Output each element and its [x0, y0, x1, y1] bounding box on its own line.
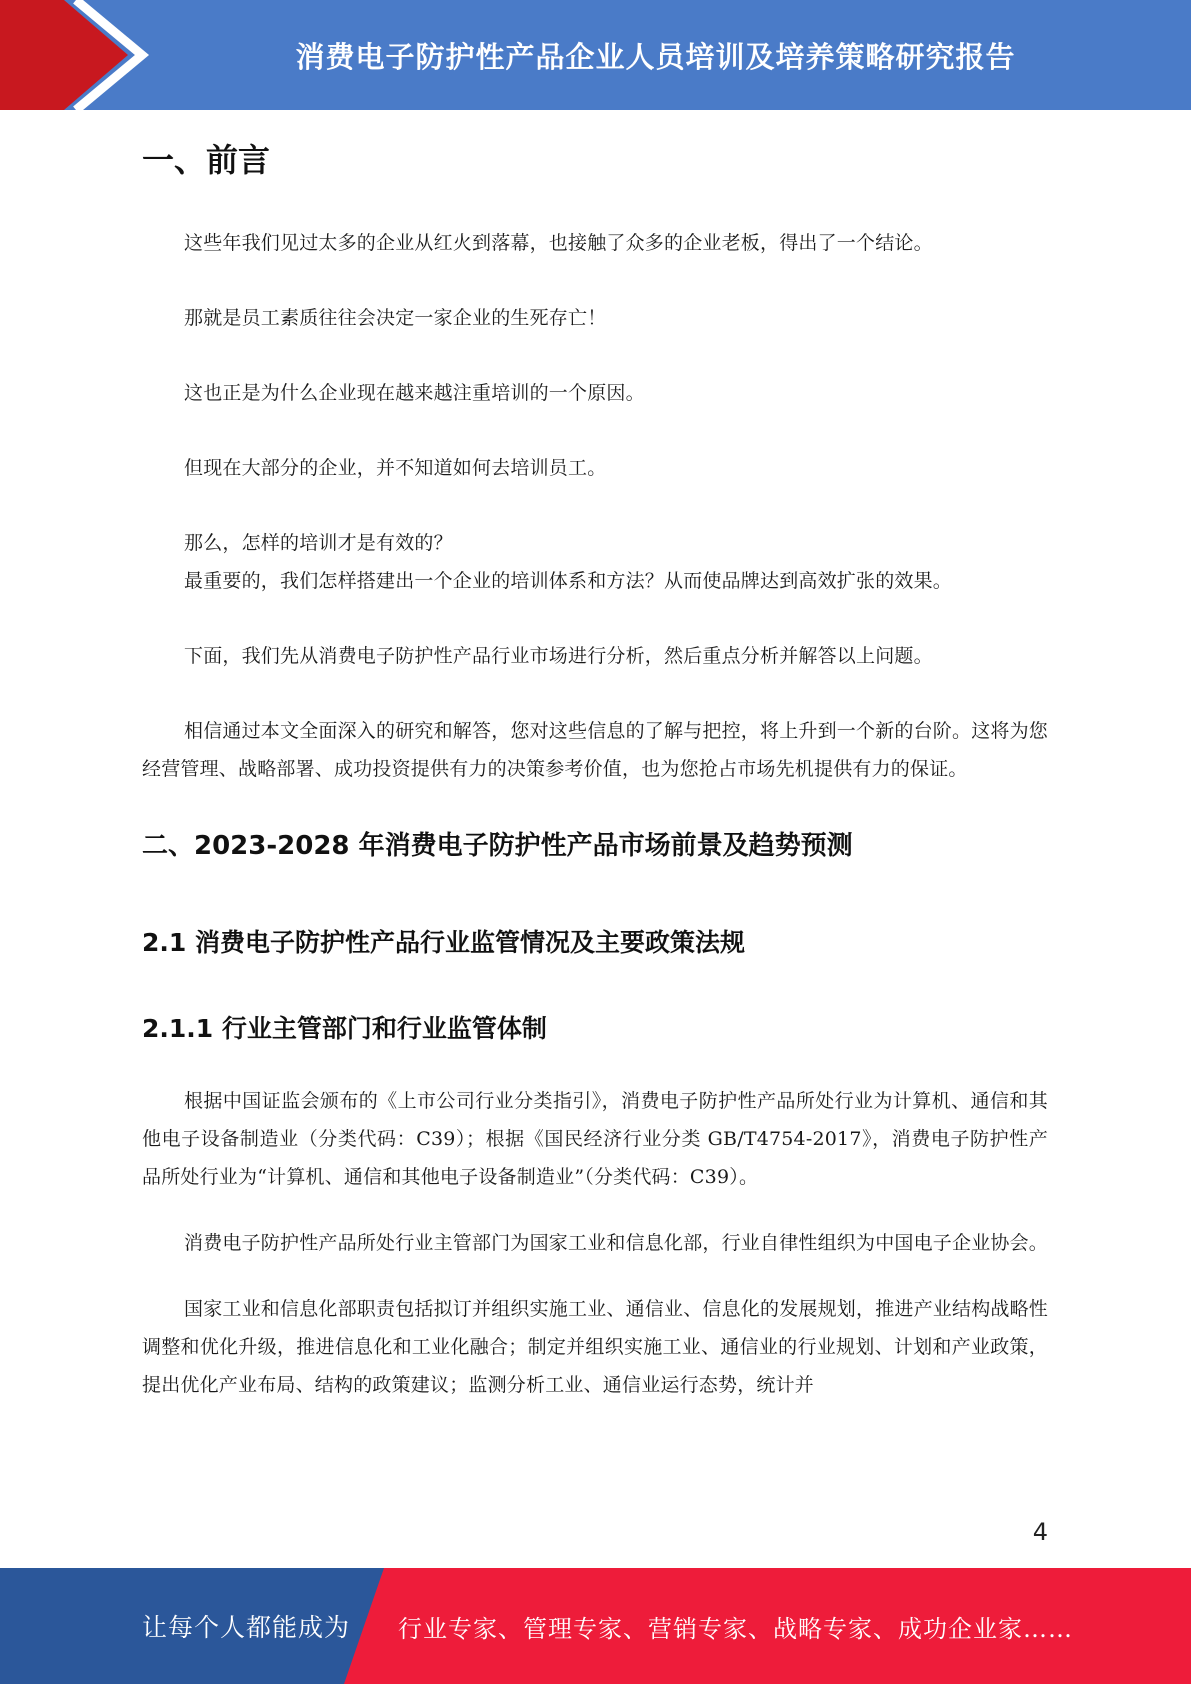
page-number: 4	[1032, 1518, 1048, 1546]
paragraph: 相信通过本文全面深入的研究和解答，您对这些信息的了解与把控，将上升到一个新的台阶。这将为您经营管理、战略部署、成功投资提供有力的决策参考价值，也为您抢占市场先机提供有力的保证。	[142, 720, 1049, 780]
page-header	[0, 0, 1191, 110]
subsection-heading-authority: 2.1.1 行业主管部门和行业监管体制	[142, 1014, 547, 1043]
paragraph: 消费电子防护性产品所处行业主管部门为国家工业和信息化部，行业自律性组织为中国电子企业协会。	[184, 1232, 1049, 1254]
paragraph: 最重要的，我们怎样搭建出一个企业的培训体系和方法？从而使品牌达到高效扩张的效果。	[184, 570, 953, 592]
page-footer	[0, 1568, 1191, 1684]
paragraph: 国家工业和信息化部职责包括拟订并组织实施工业、通信业、信息化的发展规划，推进产业结构战略性调整和优化升级，推进信息化和工业化融合；制定并组织实施工业、通信业的行业规划、计划和产业政策，提出优化产业布局、结构的政策建议；监测分析工业、通信业运行态势，统计并	[142, 1298, 1049, 1396]
paragraph: 根据中国证监会颁布的《上市公司行业分类指引》，消费电子防护性产品所处行业为计算机、通信和其他电子设备制造业（分类代码：C39）；根据《国民经济行业分类 GB/T4754-2017》，消费电子防护性产品所处行业为“计算机、通信和其他电子设备制造业”（分类代码：C39）。	[142, 1090, 1048, 1188]
paragraph: 下面，我们先从消费电子防护性产品行业市场进行分析，然后重点分析并解答以上问题。	[184, 645, 933, 667]
subsection-heading-regulation: 2.1 消费电子防护性产品行业监管情况及主要政策法规	[142, 928, 745, 957]
paragraph: 但现在大部分的企业，并不知道如何去培训员工。	[184, 457, 607, 479]
document-body	[142, 138, 1048, 1404]
header-title: 消费电子防护性产品企业人员培训及培养策略研究报告	[295, 39, 1016, 74]
section-heading-preface: 一、前言	[142, 141, 271, 179]
footer-slogan-right: 行业专家、管理专家、营销专家、战略专家、成功企业家……	[398, 1614, 1073, 1643]
section-heading-forecast: 二、2023-2028 年消费电子防护性产品市场前景及趋势预测	[142, 831, 853, 861]
footer-slogan-left: 让每个人都能成为	[142, 1613, 351, 1642]
paragraph: 那么，怎样的培训才是有效的？	[184, 532, 453, 554]
paragraph: 这也正是为什么企业现在越来越注重培训的一个原因。	[184, 382, 645, 404]
paragraph: 这些年我们见过太多的企业从红火到落幕，也接触了众多的企业老板，得出了一个结论。	[184, 232, 933, 254]
paragraph: 那就是员工素质往往会决定一家企业的生死存亡！	[184, 307, 607, 329]
